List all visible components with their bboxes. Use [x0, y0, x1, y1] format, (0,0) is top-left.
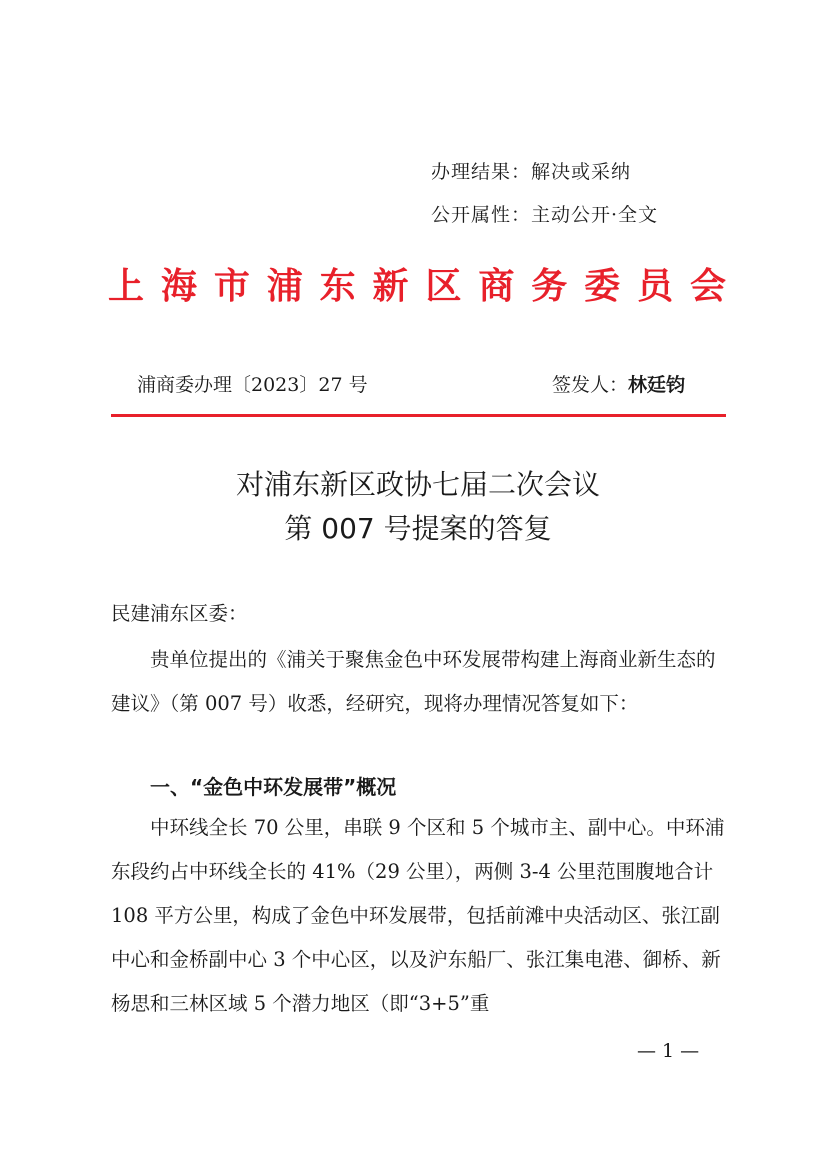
org-title-char: 委: [584, 266, 621, 307]
document-title-line-1: 对浦东新区政协七届二次会议: [235, 468, 600, 501]
org-title-char: 区: [425, 266, 462, 307]
org-title-char: 会: [689, 266, 726, 307]
org-title-char: 海: [160, 266, 197, 307]
org-title: [108, 262, 726, 312]
org-title-char: 新: [372, 266, 409, 307]
red-divider: [111, 414, 726, 417]
handling-result-label: 办理结果：解决或采纳: [431, 161, 632, 183]
salutation: 民建浦东区委：: [111, 602, 248, 625]
org-title-char: 商: [478, 266, 515, 307]
body-paragraph-1: 贵单位提出的《浦关于聚焦金色中环发展带构建上海商业新生态的建议》（第 007 号）收悉，经研究，现将办理情况答复如下：: [111, 648, 716, 715]
signer-name: 林廷钧: [628, 374, 686, 396]
org-title-char: 上: [108, 266, 145, 307]
org-title-char: 务: [531, 266, 568, 307]
document-number: 浦商委办理〔2023〕27 号: [137, 374, 368, 396]
body-paragraph-2: 中环线全长 70 公里，串联 9 个区和 5 个城市主、副中心。中环浦东段约占中环线全长的 41%（29 公里），两侧 3-4 公里范围腹地合计 108 平方公里，构成了金色中环发展带，包括前滩中央活动区、张江副中心和金桥副中心 3 个中心区，以及沪东船厂、张江集电港、御桥、新杨思和三林区域 5 个潜力地区（即“3+5”重: [111, 816, 725, 1015]
org-title-char: 市: [213, 266, 250, 307]
signer: [552, 370, 685, 397]
document-title-line-2: 第 007 号提案的答复: [284, 512, 552, 545]
org-title-char: 浦: [266, 266, 303, 307]
page-number: — 1 —: [637, 1040, 700, 1062]
org-title-char: 员: [637, 266, 674, 307]
disclosure-label: 公开属性：主动公开·全文: [431, 204, 659, 226]
org-title-char: 东: [319, 266, 356, 307]
signer-label: 签发人：: [552, 374, 629, 396]
section-heading-1: 一、“金色中环发展带”概况: [150, 775, 397, 799]
